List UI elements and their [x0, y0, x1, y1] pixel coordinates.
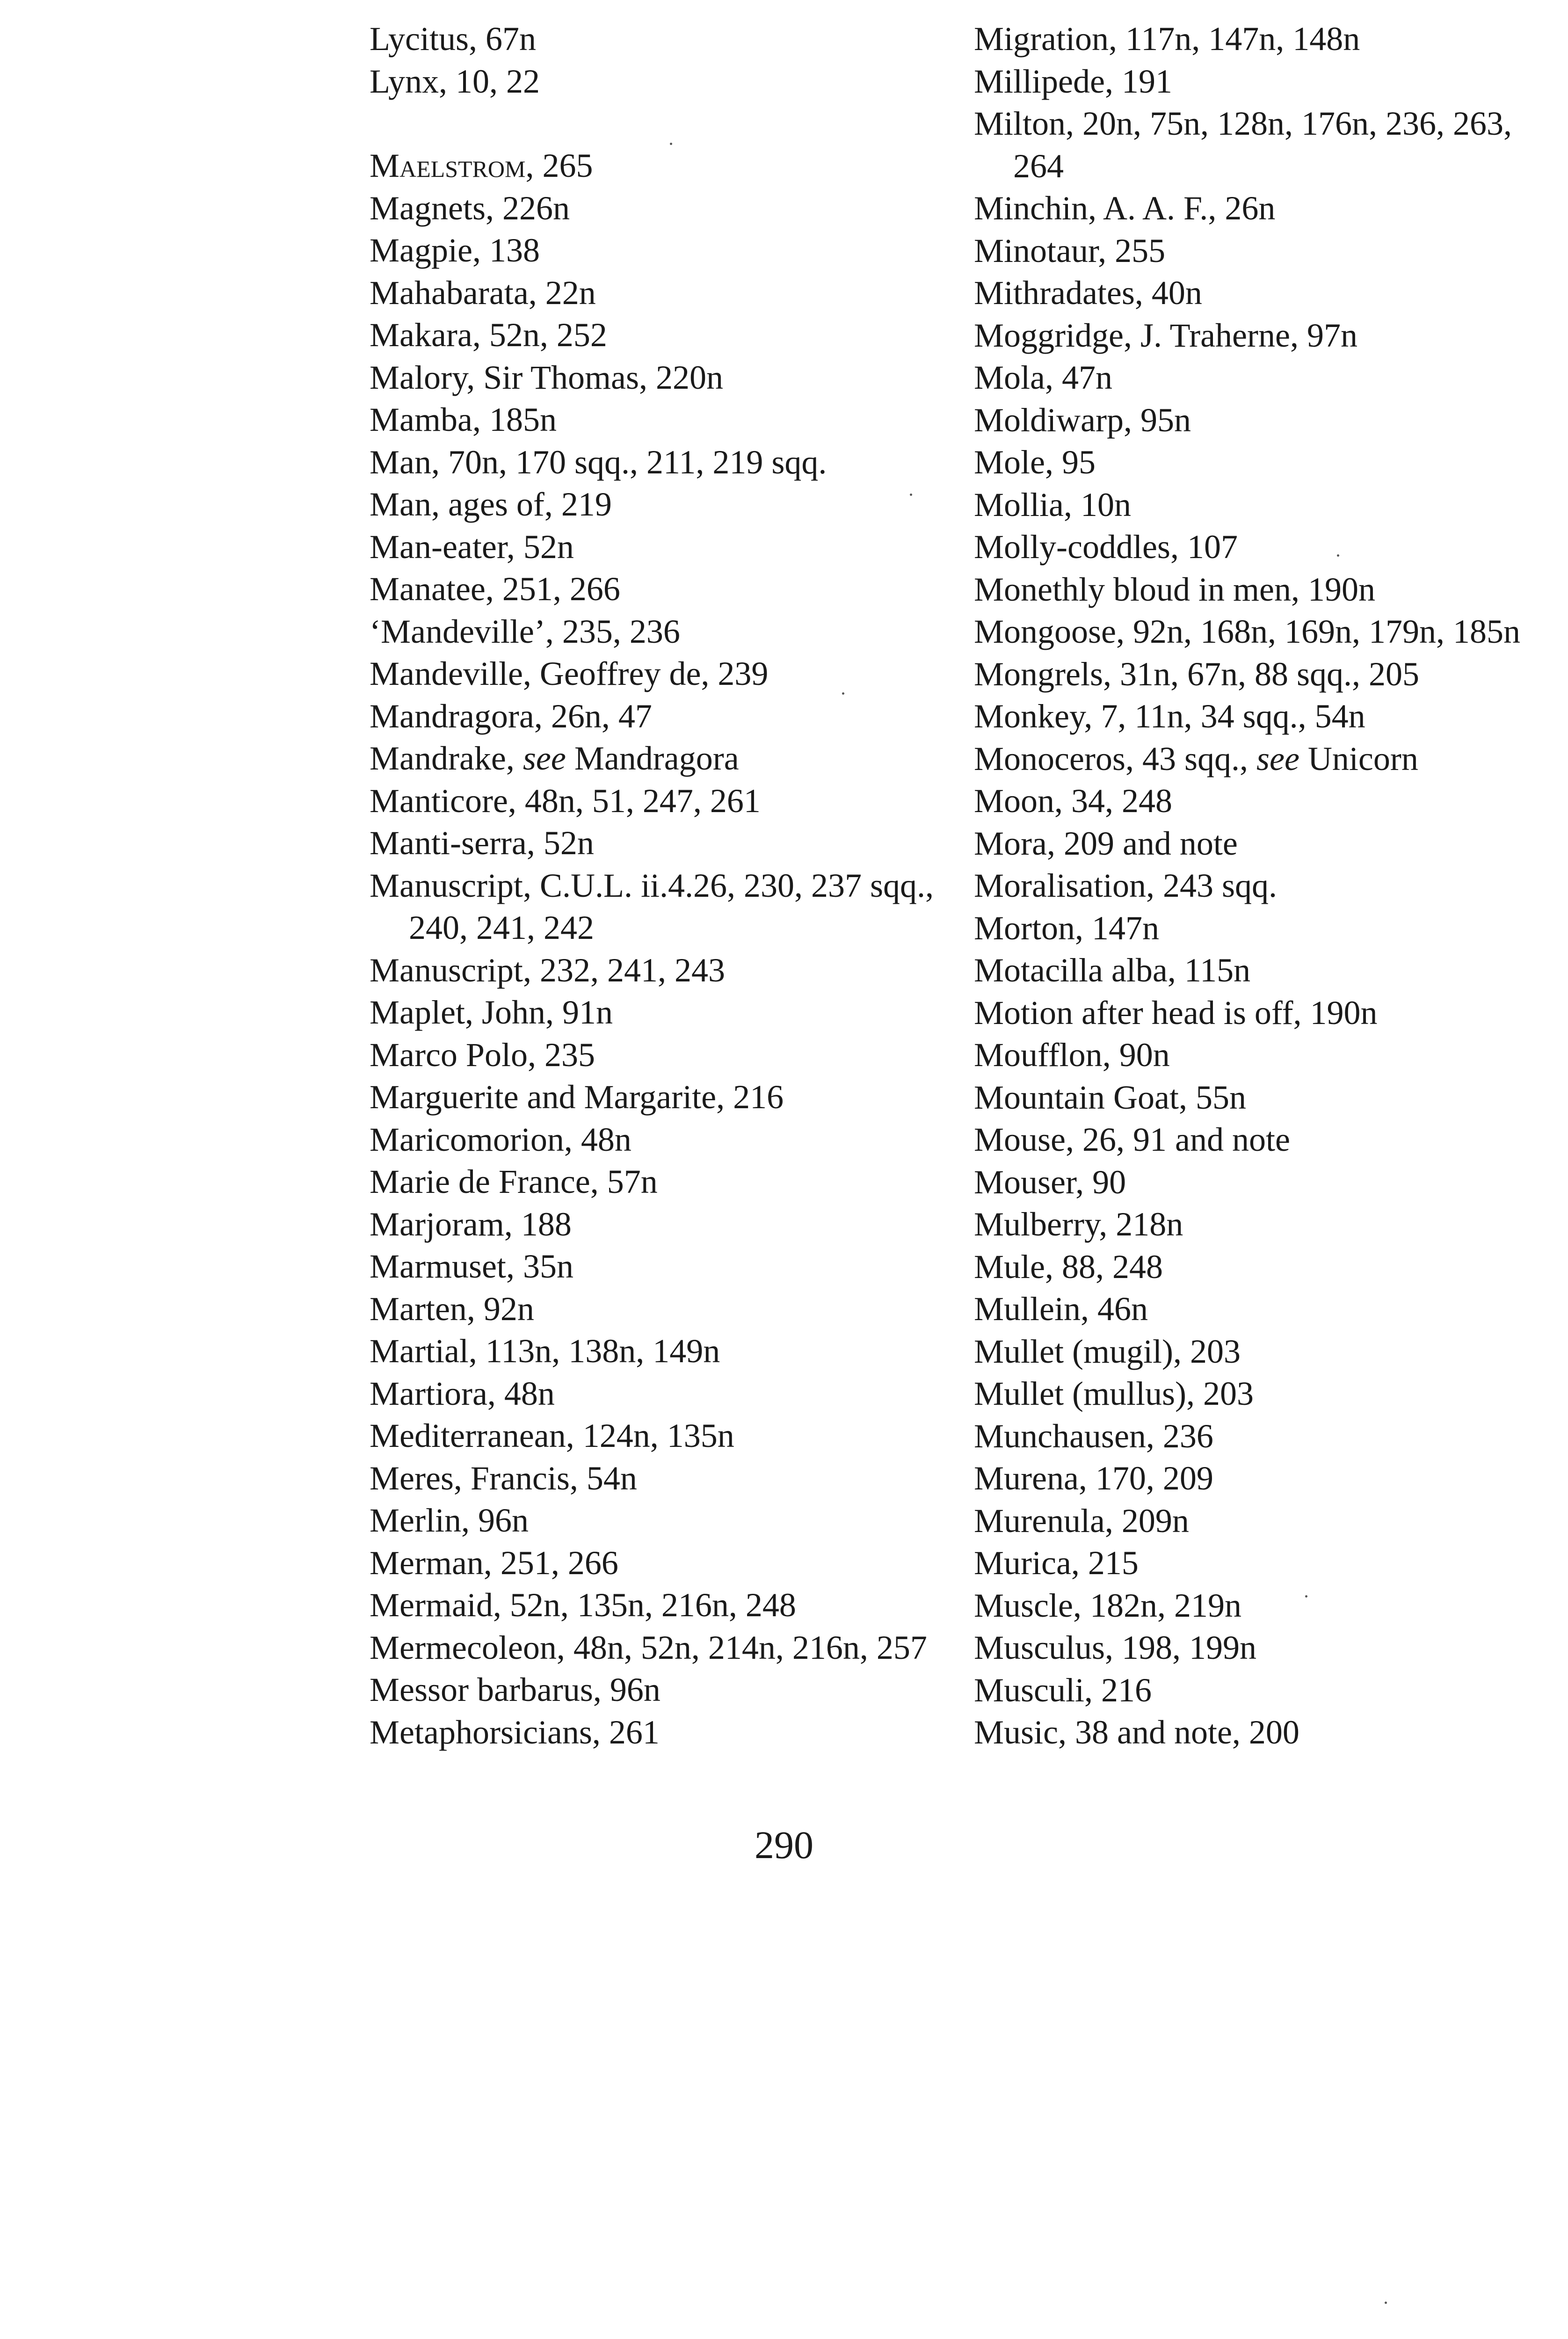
index-entry-references: , 34, 248	[1054, 782, 1173, 820]
index-entry	[370, 399, 959, 441]
index-entry	[370, 568, 959, 610]
print-speck	[910, 494, 912, 496]
index-entry-heading: Meres, Francis	[370, 1459, 570, 1497]
index-entry	[974, 102, 1554, 187]
index-entry-heading: Manuscript, C.U.L. ii.4.26,	[370, 866, 735, 904]
index-entry-references: , 57n	[590, 1163, 658, 1200]
index-entry-references: , 48n	[487, 1374, 555, 1412]
index-entry	[370, 356, 959, 399]
index-entry-heading: Mountain Goat	[974, 1078, 1179, 1116]
print-speck	[842, 692, 844, 695]
index-entry-heading: Magpie	[370, 232, 472, 269]
index-entry	[370, 653, 959, 695]
index-entry-references: , 190n	[1293, 994, 1378, 1031]
index-entry-references: , 20n, 75n, 128n, 176n, 236, 263, 264	[1013, 105, 1512, 185]
print-speck	[670, 143, 672, 145]
index-entry	[974, 1034, 1554, 1076]
index-column-right	[974, 18, 1554, 1754]
index-entry	[974, 949, 1554, 992]
index-entry	[370, 1415, 959, 1457]
index-entry-references: , 188	[504, 1205, 572, 1243]
index-entry	[370, 18, 959, 60]
index-entry-references: , 124n, 135n	[566, 1417, 734, 1454]
index-entry	[370, 991, 959, 1034]
index-entry-heading: Manticore	[370, 782, 508, 820]
index-entry	[974, 1161, 1554, 1204]
index-entry	[974, 272, 1554, 314]
index-entry-heading: Lycitus	[370, 20, 469, 58]
index-entry-references: Mandragora	[566, 740, 739, 777]
index-entry-references: , 26, 91 and note	[1066, 1121, 1290, 1158]
index-entry	[370, 1711, 959, 1754]
index-entry	[370, 822, 959, 864]
index-entry-heading: Moufflon	[974, 1036, 1103, 1074]
index-entry-references: , 117n, 147n, 148n	[1108, 20, 1360, 58]
index-entry	[974, 780, 1554, 822]
print-speck	[1305, 1595, 1307, 1598]
index-entry	[974, 822, 1554, 865]
index-entry	[370, 1457, 959, 1500]
index-entry	[370, 1373, 959, 1415]
index-entry	[974, 992, 1554, 1034]
index-entry	[974, 1627, 1554, 1669]
index-entry-heading: Merman	[370, 1544, 484, 1582]
index-entry-references: , 261	[592, 1713, 660, 1751]
index-entry-references: , 92n	[466, 1290, 534, 1328]
index-entry	[974, 484, 1554, 526]
index-entry-references: , 226n	[485, 189, 570, 227]
index-entry	[370, 1203, 959, 1246]
index-entry-references: , 191	[1104, 62, 1172, 100]
index-entry	[370, 1584, 959, 1627]
index-entry-heading: Motacilla alba	[974, 952, 1168, 989]
index-entry-heading: Martial	[370, 1332, 469, 1370]
index-entry-heading: Martiora	[370, 1374, 487, 1412]
index-entry-references: , 40n	[1134, 274, 1202, 312]
index-entry-heading: Millipede	[974, 62, 1105, 100]
index-entry	[370, 1330, 959, 1373]
index-entry-references: , 235	[527, 1036, 595, 1074]
index-entry	[974, 907, 1554, 950]
index-entry-heading: Man, ages of	[370, 486, 544, 523]
index-entry-see: see	[1256, 740, 1299, 777]
index-entry-references: , 220n	[639, 358, 723, 396]
index-entry-references: , 88, 248	[1045, 1248, 1163, 1286]
index-entry-references: , 203	[1186, 1375, 1254, 1412]
index-entry	[974, 1330, 1554, 1373]
index-entry	[974, 738, 1554, 780]
index-entry-references: , 147n	[1075, 909, 1159, 947]
index-entry-references: , 54n	[569, 1459, 637, 1497]
index-entry-heading: Mullet (mullus)	[974, 1375, 1186, 1412]
index-entry-heading: Mandrake,	[370, 740, 523, 777]
index-entry-heading: Mora	[974, 824, 1047, 862]
index-entry	[974, 610, 1554, 653]
index-entry	[370, 229, 959, 272]
index-entry-references: , 138	[472, 232, 540, 269]
index-entry	[974, 864, 1554, 907]
index-entry-see: see	[523, 740, 566, 777]
index-entry-heading: Mahabarata	[370, 274, 529, 312]
index-entry-references: , 52n, 135n, 216n, 248	[493, 1586, 796, 1624]
index-entry-references: 230, 237 sqq., 240, 241, 242	[409, 866, 934, 946]
index-entry	[370, 526, 959, 568]
index-entry	[370, 441, 959, 484]
index-entry-references: , 96n	[593, 1671, 661, 1708]
index-entry	[974, 399, 1554, 442]
index-entry-references: , 46n	[1081, 1290, 1148, 1328]
index-entry	[974, 356, 1554, 399]
index-entry-heading: Maelstrom	[370, 147, 526, 184]
index-entry-references: , 215	[1071, 1544, 1139, 1582]
index-entry-references: , 52n, 252	[472, 316, 607, 354]
index-entry-heading: Milton	[974, 105, 1066, 142]
index-entry	[974, 526, 1554, 568]
index-entry-heading: Moon	[974, 782, 1055, 820]
index-entry-references: , 107	[1170, 528, 1238, 566]
index-entry-heading: Musculi	[974, 1671, 1085, 1709]
index-entry-heading: Manti-serra	[370, 824, 527, 862]
index-entry-heading: Molly-coddles	[974, 528, 1170, 566]
index-entry-heading: Makara	[370, 316, 472, 354]
index-entry-heading: Marco Polo	[370, 1036, 528, 1074]
index-entry-heading: Mole	[974, 443, 1045, 481]
index-entry	[370, 272, 959, 314]
index-entry	[370, 483, 959, 526]
index-entry-heading: Merlin	[370, 1502, 461, 1539]
page-number: 290	[755, 1823, 813, 1867]
index-entry-references: , 91n	[545, 994, 613, 1031]
index-entry	[370, 1627, 959, 1669]
index-entry	[370, 1669, 959, 1711]
index-entry	[370, 780, 959, 822]
index-entry	[974, 1669, 1554, 1712]
index-entry-heading: Mouser	[974, 1163, 1076, 1201]
index-entry-heading: Metaphorsicians	[370, 1713, 592, 1751]
index-entry	[974, 695, 1554, 738]
index-entry-references: , 90n	[1102, 1036, 1170, 1074]
index-entry-references: , 251, 266	[483, 1544, 618, 1582]
index-entry-references: , 255	[1098, 232, 1166, 269]
index-entry	[370, 864, 959, 949]
index-entry	[370, 1119, 959, 1161]
print-speck	[1337, 554, 1339, 557]
index-entry-heading: Migration	[974, 20, 1109, 58]
index-entry-heading: Mola	[974, 359, 1045, 396]
index-entry-references: , 47n	[1045, 359, 1112, 396]
index-entry-heading: ‘Mandeville’	[370, 612, 545, 650]
index-entry-heading: Marjoram	[370, 1205, 504, 1243]
index-entry	[974, 1203, 1554, 1246]
index-entry-references: , 90	[1075, 1163, 1126, 1201]
index-entry-heading: Lynx	[370, 62, 439, 100]
index-entry-heading: Manatee	[370, 570, 486, 608]
index-entry-heading: Marguerite and Margarite	[370, 1078, 717, 1116]
index-column-left	[370, 18, 959, 1753]
index-entry	[370, 145, 959, 187]
index-entry-heading: Mulberry	[974, 1206, 1099, 1243]
index-entry	[974, 1415, 1554, 1458]
index-entry-heading: Man	[370, 443, 431, 481]
index-entry-heading: Marten	[370, 1290, 467, 1328]
index-entry	[974, 187, 1554, 230]
index-entry-references: , 170, 209	[1078, 1460, 1213, 1497]
index-entry-references: , 185n	[472, 401, 557, 438]
index-entry-references: , 31n, 67n, 88 sqq., 205	[1103, 655, 1420, 693]
index-entry-heading: Manuscript	[370, 951, 523, 989]
index-entry-heading: Malory, Sir Thomas	[370, 358, 639, 396]
index-entry-heading: Mermecoleon	[370, 1628, 557, 1666]
index-entry-references: , 26n	[1208, 189, 1276, 227]
index-entry	[974, 1373, 1554, 1415]
index-entry	[370, 314, 959, 356]
index-entry-heading: Mandeville, Geoffrey de	[370, 655, 701, 692]
index-entry	[370, 949, 959, 992]
index-entry	[974, 1119, 1554, 1161]
index-entry-heading: Mollia	[974, 486, 1064, 523]
index-entry	[974, 568, 1554, 611]
index-entry-heading: Messor barbarus	[370, 1671, 593, 1708]
index-entry-see-target: Unicorn	[1299, 740, 1418, 777]
index-entry-references: , 10n	[1064, 486, 1131, 523]
index-entry	[974, 1711, 1554, 1754]
index-entry-heading: Moggridge, J. Traherne	[974, 316, 1290, 354]
index-entry-heading: Muscle	[974, 1586, 1073, 1624]
index-entry-references: , 235, 236	[545, 612, 680, 650]
index-entry-heading: Music	[974, 1714, 1058, 1751]
index-entry-heading: Marmuset	[370, 1248, 506, 1285]
index-entry	[370, 187, 959, 230]
index-entry	[974, 441, 1554, 484]
index-entry-heading: Minotaur	[974, 232, 1098, 269]
index-entry-heading: Musculus	[974, 1629, 1105, 1666]
index-entry-heading: Mongoose	[974, 613, 1116, 650]
index-entry	[370, 1076, 959, 1119]
index-entry-references: , 243 sqq.	[1146, 867, 1277, 904]
index-entry-references: , 7, 11n, 34 sqq., 54n	[1084, 697, 1365, 735]
index-entry-references: , 97n	[1290, 316, 1357, 354]
index-entry-references: , 209 and note	[1046, 824, 1238, 862]
index-entry-heading: Mermaid	[370, 1586, 493, 1624]
index-entry-references: , 48n, 52n, 214n, 216n, 257	[556, 1628, 927, 1666]
index-entry-heading: Maricomorion	[370, 1120, 564, 1158]
index-entry-heading: Mullet (mugil)	[974, 1332, 1173, 1370]
index-entry-heading: Monoceros	[974, 740, 1125, 777]
index-entry-heading: Moralisation	[974, 867, 1146, 904]
index-entry-references: , 48n	[564, 1120, 632, 1158]
index-entry-heading: Mandragora	[370, 697, 534, 735]
index-entry	[974, 18, 1554, 60]
index-entry-heading: Maplet, John	[370, 994, 545, 1031]
index-entry-references: , 10, 22	[439, 62, 540, 100]
index-entry	[974, 653, 1554, 696]
index-entry-references: , 55n	[1178, 1078, 1246, 1116]
index-entry	[370, 610, 959, 653]
index-entry-heading: Mule	[974, 1248, 1045, 1286]
index-entry	[370, 1288, 959, 1330]
index-entry	[370, 1161, 959, 1203]
index-entry-references: , 190n	[1291, 570, 1375, 608]
index-entry	[370, 1499, 959, 1542]
index-entry	[974, 1457, 1554, 1500]
index-entry-references: , 52n	[506, 528, 574, 566]
index-entry	[974, 1542, 1554, 1584]
index-entry	[370, 737, 959, 780]
index-entry	[974, 60, 1554, 103]
index-entry-heading: Murena	[974, 1460, 1079, 1497]
print-speck	[1385, 2302, 1387, 2304]
index-entry-references: , 232, 241, 243	[523, 951, 725, 989]
index-entry-references: , 35n	[506, 1248, 573, 1285]
index-entry-references: , 218n	[1099, 1206, 1183, 1243]
index-entry-references: , 48n, 51, 247, 261	[508, 782, 761, 820]
index-entry-heading: Monethly bloud in men	[974, 570, 1291, 608]
index-entry-references: , 70n, 170 sqq., 211, 219 sqq.	[431, 443, 827, 481]
index-entry	[974, 1246, 1554, 1288]
index-entry-references: , 22n	[528, 274, 596, 312]
index-entry-heading: Mouse	[974, 1121, 1066, 1158]
index-entry-references: , 219	[544, 486, 612, 523]
index-entry	[370, 695, 959, 738]
index-entry-heading: Murenula	[974, 1502, 1105, 1540]
index-entry-references: , 67n	[469, 20, 536, 58]
index-entry-heading: Morton	[974, 909, 1075, 947]
index-entry-references: , 113n, 138n, 149n	[468, 1332, 720, 1370]
index-entry-heading: Magnets	[370, 189, 486, 227]
index-entry-heading: Munchausen	[974, 1417, 1146, 1455]
index-entry-references: , 43 sqq.,	[1125, 740, 1256, 777]
index-entry	[370, 1034, 959, 1076]
index-entry-references: , 96n	[461, 1502, 529, 1539]
index-entry-heading: Mediterranean	[370, 1417, 566, 1454]
index-entry-references: , 182n, 219n	[1073, 1586, 1241, 1624]
index-entry	[370, 60, 959, 103]
index-entry-references: , 198, 199n	[1105, 1629, 1257, 1666]
index-entry-references: , 115n	[1167, 952, 1251, 989]
index-entry-heading: Monkey	[974, 697, 1084, 735]
index-entry	[974, 1500, 1554, 1542]
index-entry-heading: Motion after head is off	[974, 994, 1293, 1031]
index-entry-heading: Man-eater	[370, 528, 507, 566]
index-entry-heading: Mullein	[974, 1290, 1081, 1328]
index-entry	[974, 1584, 1554, 1627]
index-entry-heading: Mongrels	[974, 655, 1103, 693]
index-entry-references: , 95n	[1123, 401, 1191, 439]
index-entry-heading: Minchin, A. A. F.	[974, 189, 1208, 227]
index-entry	[974, 1288, 1554, 1330]
index-entry-references: , 203	[1173, 1332, 1241, 1370]
index-entry-references: , 95	[1045, 443, 1096, 481]
index-entry-references: , 216	[1084, 1671, 1152, 1709]
index-entry	[974, 314, 1554, 357]
index-entry	[974, 1076, 1554, 1119]
index-entry-heading: Mithradates	[974, 274, 1135, 312]
index-entry-heading: Murica	[974, 1544, 1071, 1582]
index-entry	[370, 1245, 959, 1288]
index-entry-references: , 52n	[526, 824, 594, 862]
index-entry-references: , 38 and note, 200	[1058, 1714, 1299, 1751]
index-entry-references: , 26n, 47	[534, 697, 652, 735]
index-entry-references: , 239	[701, 655, 769, 692]
index-entry-references: , 236	[1146, 1417, 1213, 1455]
index-entry-heading: Mamba	[370, 401, 472, 438]
index-entry-references: , 209n	[1104, 1502, 1189, 1540]
index-entry	[974, 230, 1554, 272]
index-entry-references: , 92n, 168n, 169n, 179n, 185n	[1116, 613, 1520, 650]
index-entry-references: , 216	[716, 1078, 784, 1116]
index-entry	[370, 1542, 959, 1584]
index-entry-references: , 251, 266	[485, 570, 620, 608]
index-entry-references: , 265	[525, 147, 593, 184]
index-entry-heading: Marie de France	[370, 1163, 590, 1200]
index-entry-heading: Moldiwarp	[974, 401, 1124, 439]
